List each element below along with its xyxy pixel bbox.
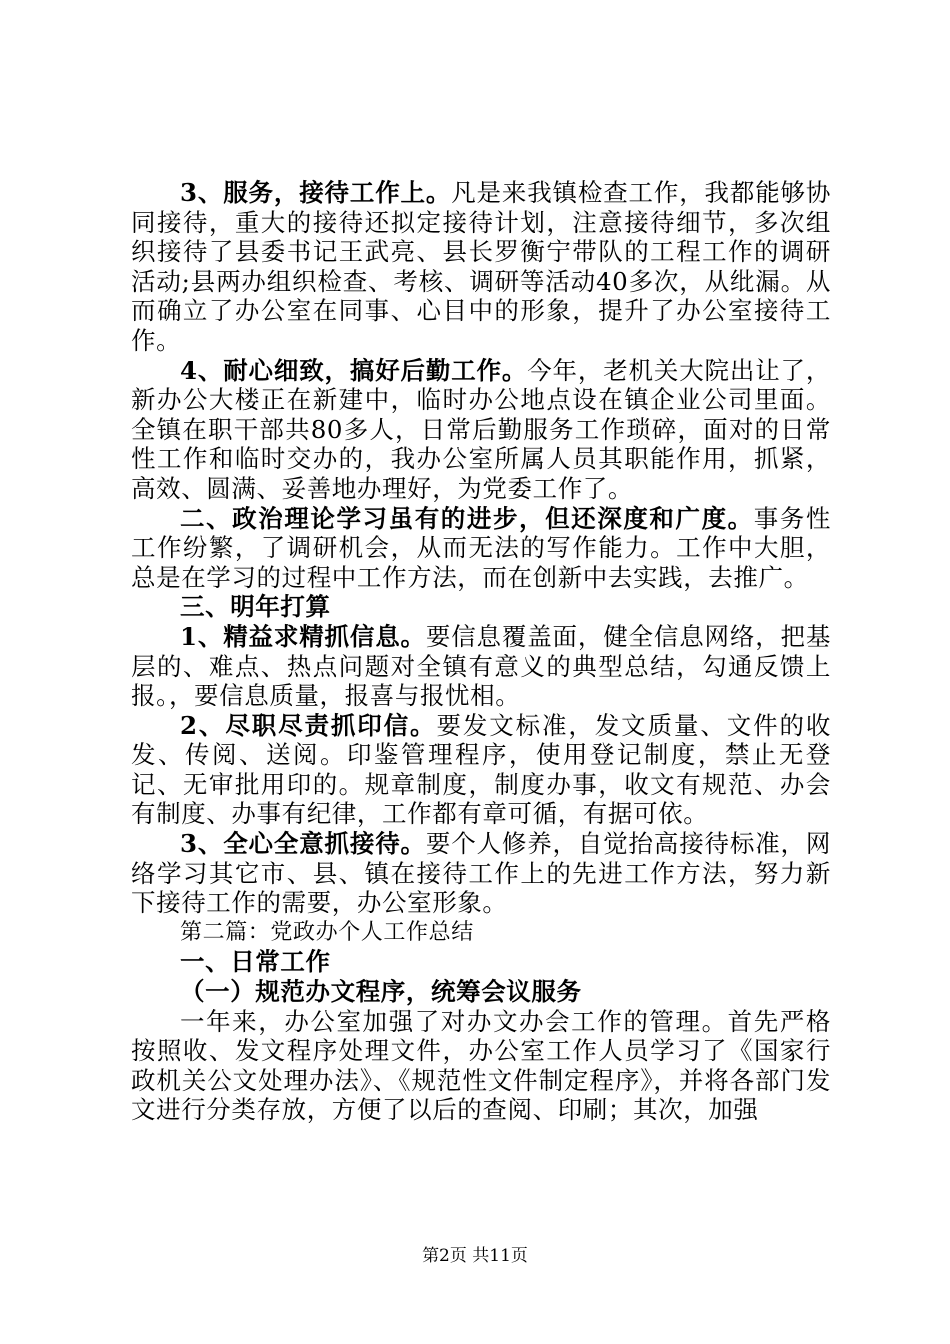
paragraph-service [131, 178, 831, 356]
paragraph-text: 凡是来我镇检查工作，我都能够协同接待，重大的接待还拟定接待计划，注意接待细节，多次组织接待了县委书记王武亮、县长罗衡宁带队的工程工作的调研活动;县两办组织检查、考核、调研等活动40多次，从纰漏。从而确立了办公室在同事、心目中的形象，提升了办公室接待工作。 [131, 178, 831, 355]
heading-document-procedure: （一）规范办文程序，统筹会议服务 [180, 977, 582, 1007]
paragraph-lead: 3、全心全意抓接待。 [180, 829, 426, 859]
page-number-footer: 第2页 共11页 [422, 1246, 528, 1266]
paragraph-lead: 2、尽职尽责抓印信。 [180, 710, 437, 740]
paragraph-study [131, 504, 831, 593]
paragraph-seal [131, 711, 831, 829]
paragraph-text: 事务性工作纷繁，了调研机会，从而无法的写作能力。工作中大胆，总是在学习的过程中工作方法，而在创新中去实践，去推广。 [131, 503, 831, 592]
paragraph-lead: 1、精益求精抓信息。 [180, 621, 426, 651]
document-body [131, 178, 831, 1125]
paragraph-reception [131, 829, 831, 918]
paragraph-text: 今年，老机关大院出让了，新办公大楼正在新建中，临时办公地点设在镇企业公司里面。全镇在职干部共80多人，日常后勤服务工作琐碎，面对的日常性工作和临时交办的，我办公室所属人员其职能作用，抓紧，高效、圆满、妥善地办理好，为党委工作了。 [131, 355, 831, 503]
paragraph-lead: 3、服务，接待工作上。 [180, 178, 452, 207]
section-title: 第二篇：党政办个人工作总结 [180, 919, 474, 945]
paragraph-lead: 三、明年打算 [180, 592, 331, 622]
paragraph-lead: 4、耐心细致，搞好后勤工作。 [180, 355, 528, 385]
paragraph-text: 要个人修养，自觉抬高接待标准，网络学习其它市、县、镇在接待工作上的先进工作方法，努力新下接待工作的需要，办公室形象。 [131, 829, 831, 918]
paragraph-text: 要发文标准，发文质量、文件的收发、传阅、送阅。印鉴管理程序，使用登记制度，禁止无登记、无审批用印的。规章制度，制度办事，收文有规范、办会有制度、办事有纪律，工作都有章可循，有据可依。 [131, 710, 832, 829]
paragraph-text: 要信息覆盖面，健全信息网络，把基层的、难点、热点问题对全镇有意义的典型总结，勾通反馈上报。，要信息质量，报喜与报忧相。 [131, 621, 831, 711]
paragraph-plan-title [131, 592, 831, 622]
paragraph-logistics [131, 356, 831, 504]
paragraph-information [131, 622, 831, 711]
heading-daily-work: 一、日常工作 [180, 947, 331, 977]
paragraph-lead: 二、政治理论学习虽有的进步，但还深度和广度。 [180, 503, 754, 533]
paragraph-document-management: 一年来，办公室加强了对办文办会工作的管理。首先严格按照收、发文程序处理文件，办公室工作人员学习了《国家行政机关公文处理办法》、《规范性文件制定程序》，并将各部门发文进行分类存放，方便了以后的查阅、印刷；其次，加强 [131, 1006, 831, 1125]
